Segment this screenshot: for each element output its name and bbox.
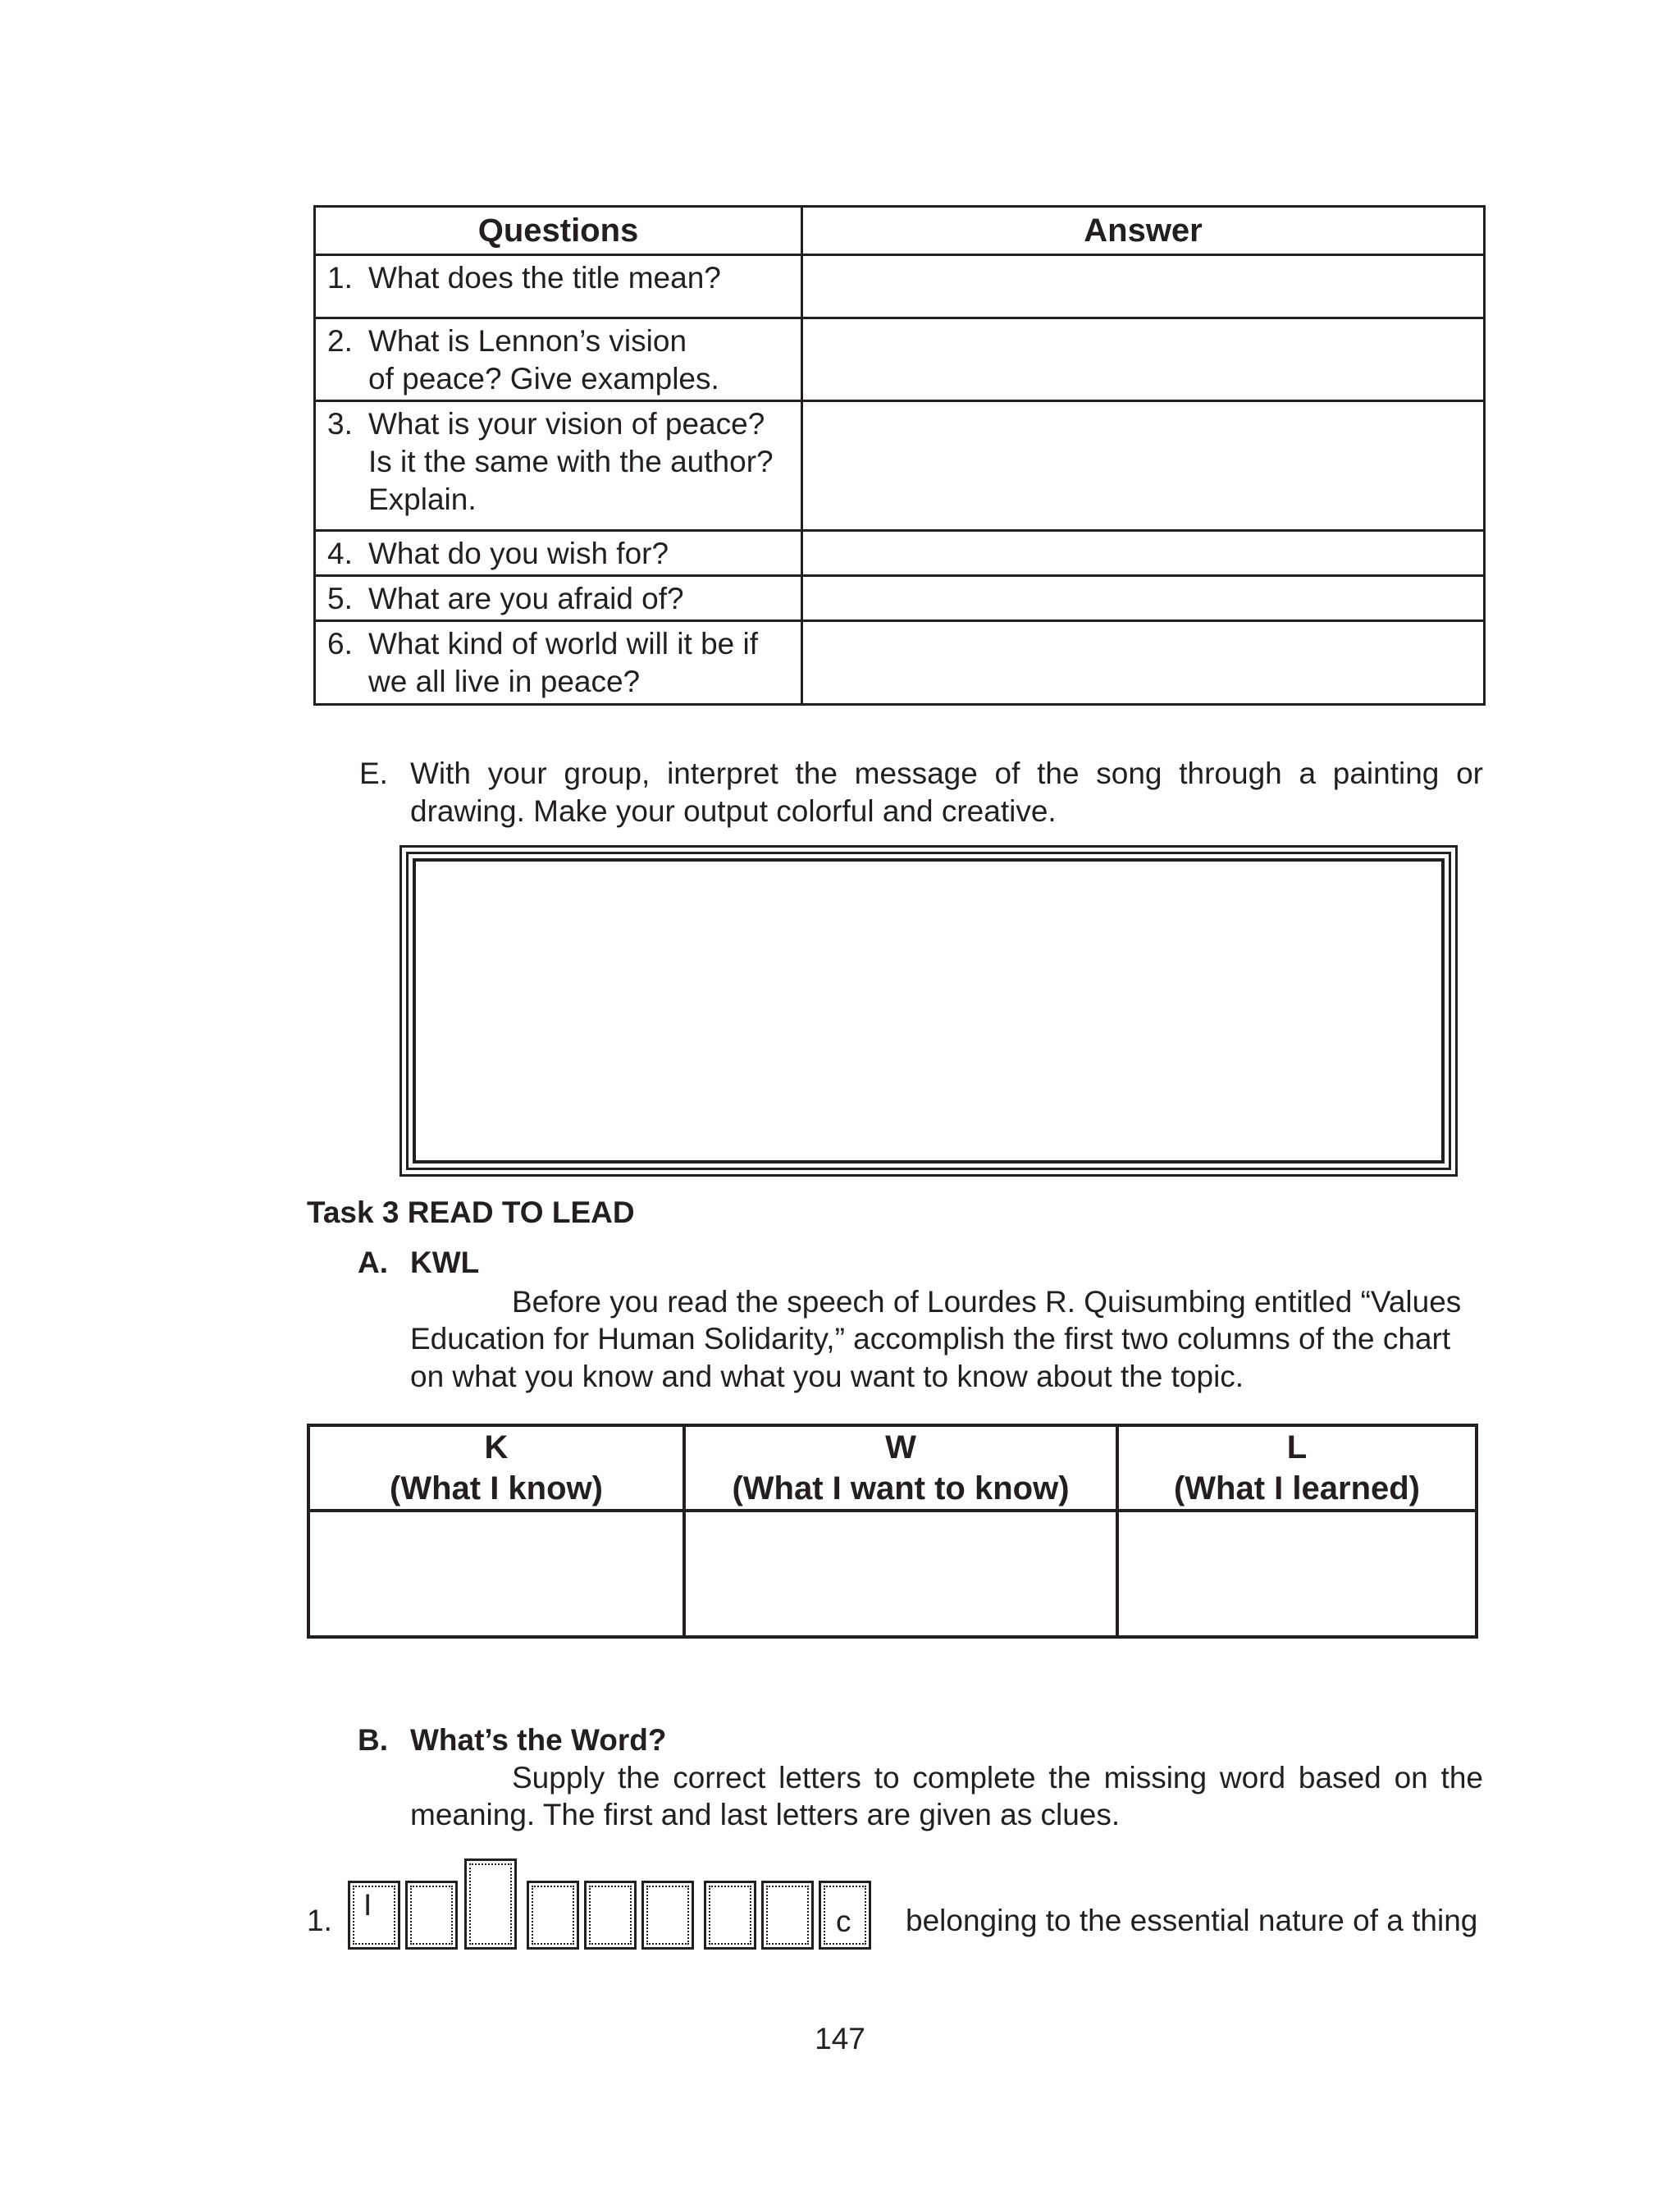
question-row (315, 621, 1485, 705)
section-b-letter: B. (358, 1723, 388, 1757)
puzzle-number: 1. (307, 1904, 332, 1937)
question-row (315, 318, 1485, 401)
question-number: 4. (327, 537, 353, 570)
question-row (315, 576, 1485, 621)
question-number: 6. (327, 627, 353, 661)
question-text: Is it the same with the author? (368, 445, 774, 478)
page-number: 147 (815, 2022, 865, 2055)
question-number: 2. (327, 324, 353, 358)
letter-box (819, 1881, 871, 1950)
kwl-header-letter: L (1286, 1429, 1308, 1465)
drawing-box-frame (406, 852, 1451, 1170)
question-row (315, 401, 1485, 531)
section-a-letter: A. (358, 1246, 388, 1279)
question-text: What do you wish for? (368, 537, 669, 570)
answer-cell[interactable] (802, 318, 1485, 401)
section-a-title: KWL (410, 1246, 480, 1279)
kwl-cell-l[interactable] (1117, 1511, 1477, 1637)
puzzle-definition: belonging to the essential nature of a thing (906, 1904, 1478, 1937)
section-b-line-1: Supply the correct letters to complete the missing word based on the (512, 1761, 1483, 1795)
letter-box[interactable] (464, 1859, 517, 1950)
letter-box[interactable] (405, 1881, 458, 1950)
section-b-title: What’s the Word? (410, 1723, 667, 1757)
questions-header: Questions (315, 207, 802, 255)
letter-box[interactable] (584, 1881, 637, 1950)
section-a-line-1: Before you read the speech of Lourdes R. Quisumbing entitled “Values (512, 1285, 1462, 1319)
kwl-header-label: (What I know) (390, 1470, 603, 1506)
letter-box-clue: c (836, 1904, 851, 1938)
section-e-line-2: drawing. Make your output colorful and creative. (410, 794, 1057, 828)
answer-cell[interactable] (802, 621, 1485, 705)
section-a-line-2: Education for Human Solidarity,” accomplish the first two columns of the chart (410, 1322, 1451, 1356)
kwl-header-l (1117, 1425, 1477, 1511)
answer-cell[interactable] (802, 255, 1485, 318)
question-text: What kind of world will it be if (368, 627, 759, 661)
task-title: Task 3 READ TO LEAD (307, 1196, 635, 1229)
question-text: What are you afraid of? (368, 582, 684, 615)
question-text: What is Lennon’s vision (368, 324, 687, 358)
kwl-header-letter: K (484, 1429, 509, 1465)
kwl-header-k (308, 1425, 684, 1511)
kwl-cell-k[interactable] (308, 1511, 684, 1637)
question-text: of peace? Give examples. (368, 362, 719, 395)
drawing-box[interactable] (399, 845, 1458, 1177)
questions-table (313, 205, 1486, 706)
question-number: 3. (327, 407, 353, 441)
question-number: 5. (327, 582, 353, 615)
question-row (315, 255, 1485, 318)
section-a-line-3: on what you know and what you want to know about the topic. (410, 1360, 1244, 1393)
section-e-letter: E. (359, 757, 388, 790)
letter-box[interactable] (527, 1881, 579, 1950)
question-text: What is your vision of peace? (368, 407, 765, 441)
answer-header: Answer (802, 207, 1485, 255)
answer-cell[interactable] (802, 576, 1485, 621)
answer-cell[interactable] (802, 401, 1485, 531)
question-text: What does the title mean? (368, 261, 721, 295)
question-text: Explain. (368, 482, 477, 516)
letter-box-clue: I (363, 1888, 372, 1922)
kwl-table (307, 1424, 1478, 1639)
section-e-line-1: With your group, interpret the message of the song through a painting or (410, 757, 1483, 790)
kwl-cell-w[interactable] (684, 1511, 1117, 1637)
kwl-header-w (684, 1425, 1117, 1511)
drawing-box-inner-frame (413, 858, 1445, 1164)
question-text: we all live in peace? (368, 665, 641, 698)
kwl-header-letter: W (885, 1429, 916, 1465)
kwl-header-label: (What I want to know) (732, 1470, 1070, 1506)
kwl-header-label: (What I learned) (1173, 1470, 1421, 1506)
question-row (315, 531, 1485, 576)
letter-box[interactable] (704, 1881, 756, 1950)
letter-box[interactable] (761, 1881, 814, 1950)
answer-cell[interactable] (802, 531, 1485, 576)
section-b-line-2: meaning. The first and last letters are given as clues. (410, 1798, 1121, 1831)
question-number: 1. (327, 261, 353, 295)
letter-box (348, 1881, 400, 1950)
letter-box[interactable] (641, 1881, 694, 1950)
